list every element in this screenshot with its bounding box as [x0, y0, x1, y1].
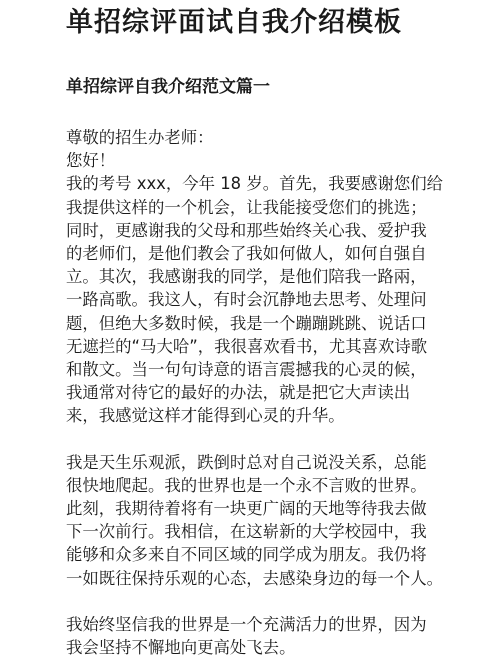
paragraph-line: 立。其次，我感谢我的同学，是他们陪我一路兩， [66, 267, 427, 287]
paragraph-gap [66, 590, 500, 613]
paragraph-line: 我是天生乐观派，跌倒时总对自己说没关系，总能 [66, 452, 427, 472]
paragraph-line: 能够和众多来自不同区域的同学成为朋友。我仍将 [66, 545, 427, 565]
greeting: 您好！ [66, 151, 116, 171]
paragraph-line: 我始终坚信我的世界是一个充满活力的世界，因为 [66, 614, 427, 634]
paragraph-line: 的老师们，是他们教会了我如何做人，如何自强自 [66, 244, 427, 264]
essay-body [66, 126, 500, 659]
paragraph-line: 一路高歌。我这人，有时会沉静地去思考、处理问 [66, 290, 427, 310]
paragraph-gap [66, 428, 500, 451]
paragraph-line: 很快地爬起。我的世界也是一个永不言败的世界。 [66, 475, 427, 495]
paragraph-line: 来，我感觉这样才能得到心灵的升华。 [66, 406, 345, 426]
paragraph-3 [66, 613, 500, 659]
paragraph-2 [66, 451, 500, 590]
paragraph-line: 一如既往保持乐观的心态，去感染身边的每一个人。 [66, 568, 443, 588]
paragraph-1 [66, 172, 500, 427]
document-title: 单招综评面试自我介绍模板 [66, 7, 402, 38]
paragraph-line: 下一次前行。我相信，在这崭新的大学校园中，我 [66, 522, 427, 542]
paragraph-line: 我通常对待它的最好的办法，就是把它大声读出 [66, 383, 411, 403]
paragraph-line: 无遮拦的“马大哈”，我很喜欢看书，尤其喜欢诗歌 [66, 336, 428, 356]
paragraph-line: 我的考号 xxx，今年 18 岁。首先，我要感谢您们给 [66, 174, 444, 194]
paragraph-line: 我提供这样的一个机会，让我能接受您们的挑选； [66, 197, 427, 217]
salutation: 尊敬的招生办老师： [66, 128, 214, 147]
paragraph-line: 题，但绝大多数时候，我是一个蹦蹦跳跳、说话口 [66, 313, 427, 333]
paragraph-line: 同时，更感谢我的父母和那些始终关心我、爱护我 [66, 220, 427, 240]
section-subtitle: 单招综评自我介绍范文篇一 [66, 77, 270, 97]
paragraph-line: 我会坚持不懈地向更高处飞去。 [66, 638, 296, 658]
paragraph-line: 此刻，我期待着将有一块更广阔的天地等待我去做 [66, 499, 427, 519]
paragraph-line: 和散文。当一句句诗意的语言震撼我的心灵的候， [66, 360, 427, 380]
